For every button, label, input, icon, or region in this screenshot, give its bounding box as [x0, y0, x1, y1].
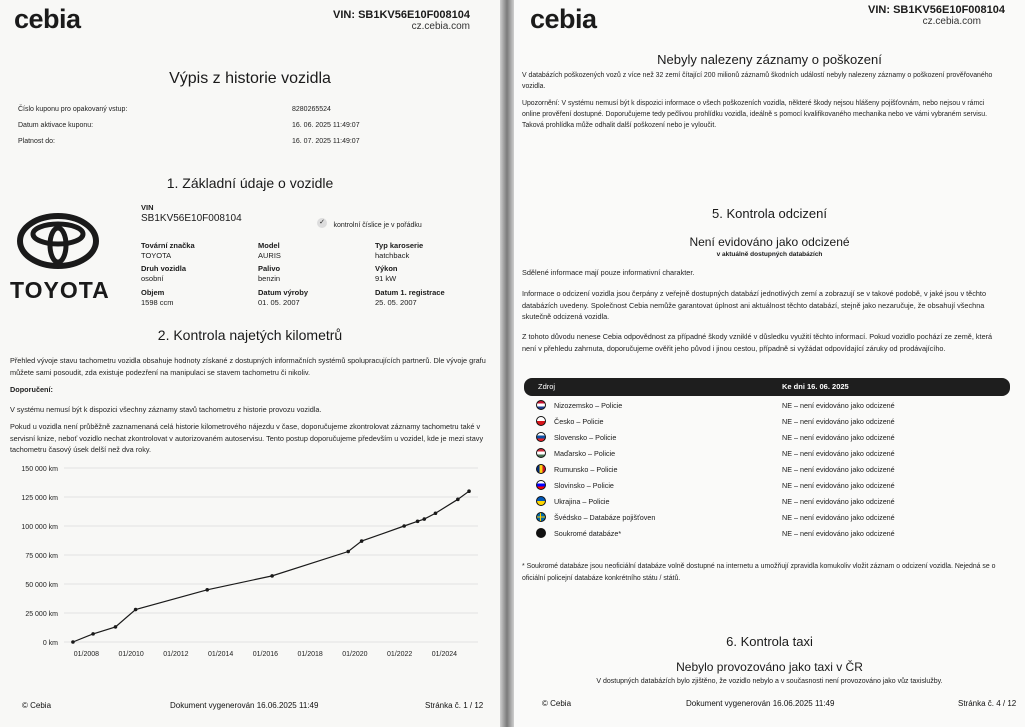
- odometer-series-line: [73, 491, 469, 642]
- stolen-table-row: [524, 446, 1010, 462]
- x-tick-label: 01/2014: [207, 651, 234, 658]
- not-stolen-title: Není evidováno jako odcizené: [689, 235, 850, 249]
- odometer-data-point: [402, 524, 406, 528]
- flag-cz-icon: [536, 416, 546, 426]
- recommend-label: Doporučení:: [10, 385, 53, 394]
- odometer-advice: Pokud u vozidla není průběžně zaznamenaná celá historie kilometrového nájezdu v čase, doporučujeme zkontrolovat záznamy tachometru také v servisní knize, neboť vozidlo nechat zkontrolovat v autorizovaném autoservisu. Tento postup doporučujeme především u vozidel, kde je mezi stavy tachometru časový úsek delší než dva roky.: [10, 422, 484, 454]
- odometer-data-point: [270, 574, 274, 578]
- odometer-data-point: [467, 489, 471, 493]
- check-badge: [317, 214, 422, 232]
- page-gutter: [500, 0, 514, 727]
- toyota-logo: [10, 212, 110, 304]
- odometer-data-point: [346, 550, 350, 554]
- vin-header: VIN: SB1KV56E10F008104: [333, 9, 470, 21]
- row-status: NE – není evidováno jako odcizené: [782, 449, 895, 458]
- taxi-paragraph: V dostupných databázích bylo zjištěno, že vozidlo nebylo a v současnosti není provozováno jako vůz taxislužby.: [596, 678, 943, 685]
- field-value: benzin: [258, 274, 281, 283]
- row-source: Rumunsko – Policie: [554, 465, 618, 474]
- row-status: NE – není evidováno jako odcizené: [782, 417, 895, 426]
- not-stolen-subtitle: v aktuálně dostupných databázích: [716, 251, 823, 258]
- x-tick-label: 01/2016: [252, 651, 279, 658]
- row-source: Slovinsko – Policie: [554, 481, 614, 490]
- field-value: AURIS: [258, 251, 281, 260]
- y-tick-label: 50 000 km: [25, 582, 58, 589]
- odometer-data-point: [434, 511, 438, 515]
- stolen-disclaimer: Z tohoto důvodu nenese Cebia odpovědnost za případné škody vzniklé v důsledku využití těchto informací. Pokud vozidlo pochází ze země, která není v přehledu zahrnuta, doporučujeme ověřit jeho původ i jinou cestou, případně si vyžádat odpovídající záruky od prodávajícího.: [522, 332, 993, 353]
- row-status: NE – není evidováno jako odcizené: [782, 497, 895, 506]
- field-value: osobní: [141, 274, 164, 283]
- row-status: NE – není evidováno jako odcizené: [782, 513, 895, 522]
- x-tick-label: 01/2012: [163, 651, 189, 658]
- field-value: hatchback: [375, 251, 410, 260]
- stolen-table-header: [524, 378, 1010, 396]
- row-status: NE – není evidováno jako odcizené: [782, 529, 895, 538]
- row-source: Švédsko – Databáze pojišťoven: [554, 513, 656, 522]
- coupon-label: Číslo kuponu pro opakovaný vstup:: [18, 106, 128, 113]
- footer-generated: Dokument vygenerován 16.06.2025 11:49: [686, 699, 835, 708]
- field-label: Model: [258, 241, 280, 250]
- flag-hu-icon: [536, 448, 546, 458]
- odometer-data-point: [205, 588, 209, 592]
- field-label: Druh vozidla: [141, 264, 187, 273]
- field-value: 01. 05. 2007: [258, 298, 300, 307]
- stolen-table: [524, 398, 1010, 542]
- x-tick-label: 01/2010: [118, 651, 144, 658]
- cebia-logo: cebia: [530, 4, 597, 34]
- stolen-table-row: [524, 462, 1010, 478]
- toyota-emblem-icon: [16, 212, 100, 270]
- col-date: Ke dni 16. 06. 2025: [782, 382, 849, 391]
- field-value: 25. 05. 2007: [375, 298, 417, 307]
- y-tick-label: 75 000 km: [25, 553, 58, 560]
- footer-copyright: © Cebia: [542, 699, 572, 708]
- y-tick-label: 125 000 km: [21, 495, 58, 502]
- footer-page-number: Stránka č. 1 / 12: [425, 701, 484, 710]
- section6-title: 6. Kontrola taxi: [726, 634, 813, 649]
- section5-title: 5. Kontrola odcizení: [712, 206, 827, 221]
- toyota-wordmark: TOYOTA: [10, 277, 110, 303]
- flag-se-icon: [536, 512, 546, 522]
- x-tick-label: 01/2018: [297, 651, 323, 658]
- odometer-data-point: [422, 517, 426, 521]
- taxi-title: Nebylo provozováno jako taxi v ČR: [676, 660, 863, 674]
- row-status: NE – není evidováno jako odcizené: [782, 465, 895, 474]
- flag-dot-icon: [536, 528, 546, 538]
- odometer-data-point: [91, 632, 95, 636]
- row-source: Soukromé databáze*: [554, 529, 622, 538]
- damage-title: Nebyly nalezeny záznamy o poškození: [657, 52, 882, 67]
- section2-title: 2. Kontrola najetých kilometrů: [157, 327, 343, 343]
- footer-page-number: Stránka č. 4 / 12: [958, 699, 1017, 708]
- section1-title: 1. Základní údaje o vozidle: [166, 175, 334, 191]
- field-value: 1598 ccm: [141, 298, 174, 307]
- site-url[interactable]: cz.cebia.com: [411, 21, 470, 32]
- field-label: Datum 1. registrace: [375, 288, 445, 297]
- field-label: Výkon: [375, 264, 398, 273]
- report-page-1: [0, 0, 500, 727]
- site-url[interactable]: cz.cebia.com: [922, 16, 981, 27]
- odometer-data-point: [114, 625, 118, 629]
- cebia-logo: cebia: [14, 4, 81, 34]
- flag-sk-icon: [536, 432, 546, 442]
- row-status: NE – není evidováno jako odcizené: [782, 401, 895, 410]
- field-value: 91 kW: [375, 274, 397, 283]
- row-source: Maďarsko – Policie: [554, 449, 616, 458]
- coupon-value: 16. 07. 2025 11:49:07: [292, 138, 360, 145]
- odometer-data-point: [71, 640, 75, 644]
- stolen-table-row: [524, 478, 1010, 494]
- odometer-data-point: [416, 520, 420, 524]
- coupon-label: Datum aktivace kuponu:: [18, 122, 94, 129]
- checkmark-icon: ✓: [317, 218, 327, 228]
- vin-label: VIN: [141, 203, 154, 212]
- check-text: kontrolní číslice je v pořádku: [333, 222, 422, 229]
- field-label: Typ karoserie: [375, 241, 424, 250]
- damage-paragraph: V databázích poškozených vozů z více než 32 zemí čítající 200 milionů záznamů škodních událostí nebyly nalezeny záznamy o poškození prověřovaného vozidla.: [522, 72, 993, 90]
- coupon-label: Platnost do:: [18, 138, 55, 145]
- coupon-value: 8280265524: [292, 106, 331, 113]
- report-page-4: [514, 0, 1025, 727]
- row-source: Nizozemsko – Policie: [554, 401, 623, 410]
- field-value: TOYOTA: [141, 251, 172, 260]
- x-tick-label: 01/2008: [73, 651, 100, 658]
- y-tick-label: 0 km: [42, 640, 58, 647]
- y-tick-label: 25 000 km: [25, 611, 58, 618]
- field-label: Tovární značka: [141, 241, 195, 250]
- field-label: Objem: [141, 288, 165, 297]
- stolen-table-row: [524, 398, 1010, 414]
- footnote: * Soukromé databáze jsou neoficiální databáze volně dostupné na internetu a umožňují zpravidla komukoliv vložit záznam o odcizení vozidla. Nejedná se o oficiální policejní databáze konkrétního státu / států.: [522, 563, 996, 582]
- row-source: Ukrajina – Policie: [554, 497, 610, 506]
- y-tick-label: 100 000 km: [21, 524, 58, 531]
- x-tick-label: 01/2022: [387, 651, 413, 658]
- y-tick-label: 150 000 km: [21, 466, 58, 473]
- row-status: NE – není evidováno jako odcizené: [782, 433, 895, 442]
- odometer-data-point: [456, 498, 460, 502]
- odometer-data-point: [360, 539, 364, 543]
- flag-ro-icon: [536, 464, 546, 474]
- field-label: Palivo: [258, 264, 281, 273]
- vin-header: VIN: SB1KV56E10F008104: [868, 4, 1005, 16]
- field-label: Datum výroby: [258, 288, 309, 297]
- odometer-chart: [0, 460, 500, 660]
- flag-si-icon: [536, 480, 546, 490]
- row-source: Česko – Policie: [554, 417, 604, 426]
- odometer-note: V systému nemusí být k dispozici všechny záznamy stavů tachometru z historie provozu vozidla.: [10, 405, 322, 414]
- col-source: Zdroj: [538, 382, 556, 391]
- info-note: Sdělené informace mají pouze informativní charakter.: [522, 268, 695, 277]
- damage-warning: Upozornění: V systému nemusí být k dispozici informace o všech poškozeních vozidla, některé škody nejsou hlášeny pojišťovnám, nebo nejsou v rámci online prověření dostupné. Doporučujeme tedy pečlivou prohlídku vozidla, ideálně s pomocí kvalifikovaného mechanika nebo ve vámi vybraném servisu. Taková prohlídka může odhalit další poškození nebo je vyloučit.: [522, 100, 987, 129]
- footer-copyright: © Cebia: [22, 701, 52, 710]
- stolen-table-row: [524, 430, 1010, 446]
- coupon-value: 16. 06. 2025 11:49:07: [292, 122, 360, 129]
- x-tick-label: 01/2024: [431, 651, 458, 658]
- row-status: NE – není evidováno jako odcizené: [782, 481, 895, 490]
- vin-value: SB1KV56E10F008104: [141, 213, 242, 224]
- odometer-intro: Přehled vývoje stavu tachometru vozidla obsahuje hodnoty získané z dostupných informačních systémů spolupracujících partnerů. Dle vývoje grafu můžete sami posoudit, zda existuje podezření na manipulaci se stavem tachometru či nikoliv.: [10, 356, 486, 377]
- x-tick-label: 01/2020: [342, 651, 368, 658]
- row-source: Slovensko – Policie: [554, 433, 617, 442]
- stolen-table-row: [524, 526, 1010, 542]
- odometer-data-point: [134, 608, 138, 612]
- page-title: Výpis z historie vozidla: [169, 70, 331, 87]
- flag-ua-icon: [536, 496, 546, 506]
- footer-generated: Dokument vygenerován 16.06.2025 11:49: [170, 701, 319, 710]
- stolen-table-row: [524, 510, 1010, 526]
- stolen-table-row: [524, 494, 1010, 510]
- flag-nl-icon: [536, 400, 546, 410]
- stolen-table-row: [524, 414, 1010, 430]
- stolen-info: Informace o odcizení vozidla jsou čerpány z veřejně dostupných databází jednotlivých zemí a zobrazují se v takové podobě, v jaké jsou v těchto databázích uvedeny. Společnost Cebia nemůže garantovat úplnost ani aktuálnost těchto databází, stejně jako nezaručuje, že obsahují všechna skutečně odcizená vozidla.: [522, 289, 987, 321]
